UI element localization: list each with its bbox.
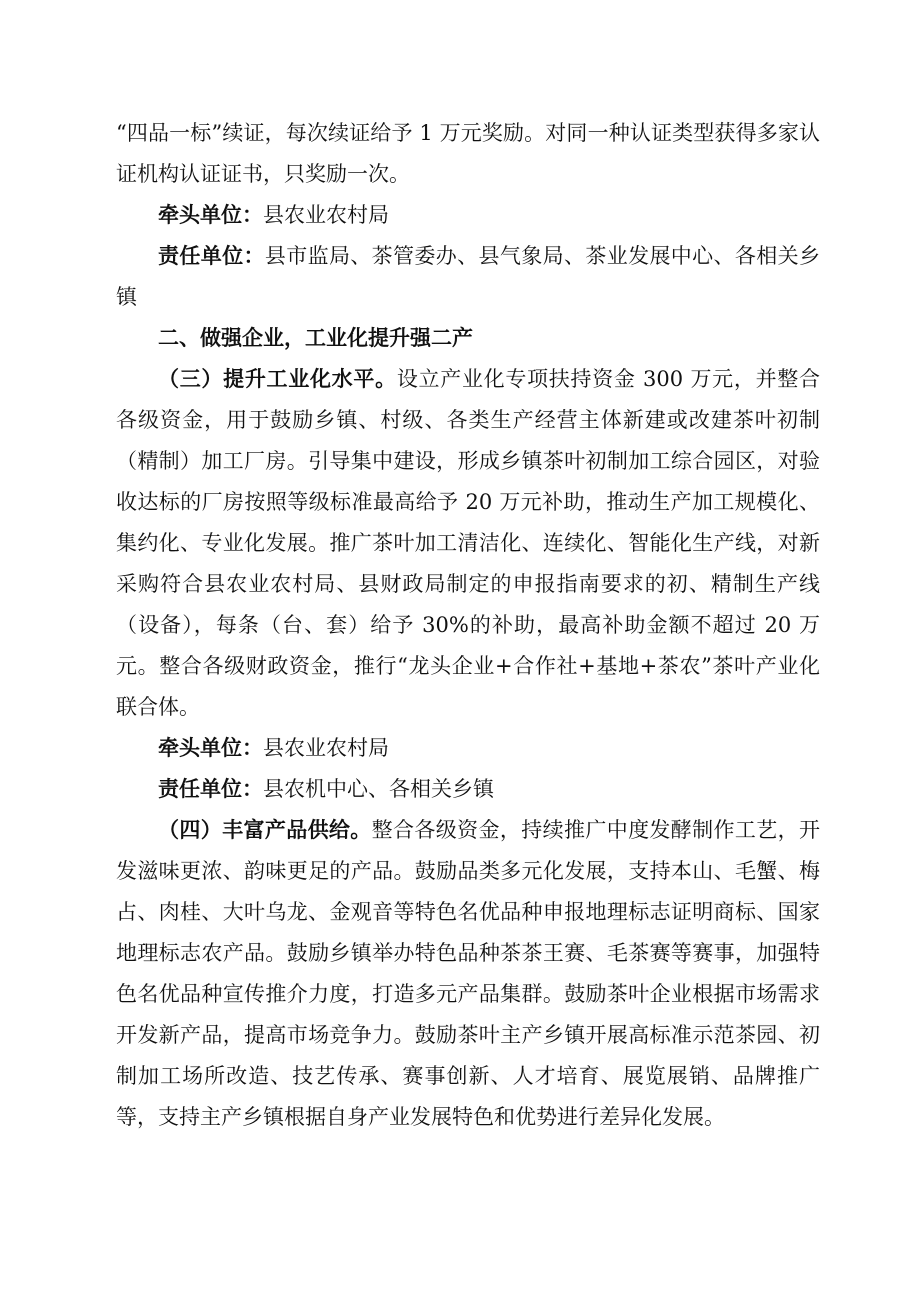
section-heading: 二、做强企业，工业化提升强二产 [158,326,473,350]
item-4-paragraph [116,810,820,1138]
responsible-unit-label: 责任单位： [158,244,265,268]
responsible-unit-line-2 [116,769,820,810]
lead-unit-line-2 [116,728,820,769]
item-3-body: 设立产业化专项扶持资金 300 万元，并整合各级资金，用于鼓励乡镇、村级、各类生产经营主体新建或改建茶叶初制（精制）加工厂房。引导集中建设，形成乡镇茶叶初制加工综合园区，对验收达标的厂房按照等级标准最高给予 20 万元补助，推动生产加工规模化、集约化、专业化发展。推广茶叶加工清洁化、连续化、智能化生产线，对新采购符合县农业农村局、县财政局制定的申报指南要求的初、精制生产线（设备），每条（台、套）给予 30%的补助，最高补助金额不超过 20 万元。整合各级财政资金，推行“龙头企业+合作社+基地+茶农”茶叶产业化联合体。 [116,367,821,719]
responsible-unit-label: 责任单位： [158,777,263,801]
lead-unit-label: 牵头单位： [158,203,263,227]
continuation-text: “四品一标”续证，每次续证给予 1 万元奖励。对同一种认证类型获得多家认证机构认证证书，只奖励一次。 [116,121,820,186]
item-4-body: 整合各级资金，持续推广中度发酵制作工艺，开发滋味更浓、韵味更足的产品。鼓励品类多元化发展，支持本山、毛蟹、梅占、肉桂、大叶乌龙、金观音等特色名优品种申报地理标志证明商标、国家地理标志农产品。鼓励乡镇举办特色品种茶茶王赛、毛茶赛等赛事，加强特色名优品种宣传推介力度，打造多元产品集群。鼓励茶叶企业根据市场需求开发新产品，提高市场竞争力。鼓励茶叶主产乡镇开展高标准示范茶园、初制加工场所改造、技艺传承、赛事创新、人才培育、展览展销、品牌推广等，支持主产乡镇根据自身产业发展特色和优势进行差异化发展。 [116,818,821,1129]
lead-unit-line-1 [116,195,820,236]
document-page [116,113,820,1138]
lead-unit-label: 牵头单位： [158,736,263,760]
lead-unit-value: 县农业农村局 [263,736,389,760]
item-3-title: （三）提升工业化水平。 [158,367,397,391]
responsible-unit-line-1 [116,236,820,318]
item-4-title: （四）丰富产品供给。 [158,818,372,842]
continuation-paragraph [116,113,820,195]
responsible-unit-value: 县市监局、茶管委办、县气象局、茶业发展中心、各相关乡镇 [116,244,821,309]
lead-unit-value: 县农业农村局 [263,203,389,227]
responsible-unit-value: 县农机中心、各相关乡镇 [263,777,494,801]
item-3-paragraph [116,359,820,728]
